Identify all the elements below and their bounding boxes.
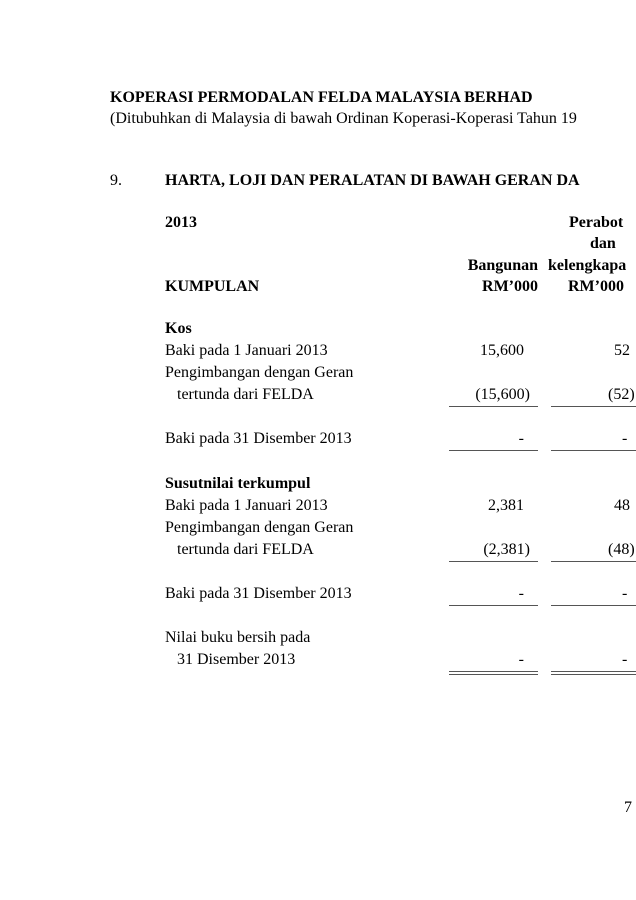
nbv-label-1: Nilai buku bersih pada xyxy=(165,629,311,646)
group-label: KUMPULAN xyxy=(165,278,260,295)
column-unit-perabot: RM’000 xyxy=(568,278,624,295)
column-unit-bangunan: RM’000 xyxy=(482,278,538,295)
cost-offset-label-1: Pengimbangan dengan Geran xyxy=(165,364,354,381)
cost-offset-underline-perabot xyxy=(551,406,636,407)
depreciation-closing-label: Baki pada 31 Disember 2013 xyxy=(165,585,352,602)
cost-closing-underline-perabot xyxy=(551,450,636,451)
column-header-perabot-line1: Perabot xyxy=(569,214,624,231)
nbv-double-underline-bottom-bangunan xyxy=(449,674,538,675)
organization-subtitle: (Ditubuhkan di Malaysia di bawah Ordinan Koperasi-Koperasi Tahun 19 xyxy=(110,110,577,127)
section-title: HARTA, LOJI DAN PERALATAN DI BAWAH GERAN DA xyxy=(165,172,580,189)
nbv-double-underline-bottom-perabot xyxy=(551,674,636,675)
depreciation-closing-underline-perabot xyxy=(551,605,636,606)
depreciation-opening-perabot: 48 xyxy=(614,497,630,514)
page-number: 7 xyxy=(624,799,632,816)
cost-offset-perabot: (52) xyxy=(608,386,635,403)
depreciation-opening-bangunan: 2,381 xyxy=(488,497,524,514)
depreciation-closing-underline-bangunan xyxy=(449,605,538,606)
cost-closing-label: Baki pada 31 Disember 2013 xyxy=(165,430,352,447)
section-number: 9. xyxy=(110,172,122,189)
depreciation-offset-label-1: Pengimbangan dengan Geran xyxy=(165,519,354,536)
organization-name: KOPERASI PERMODALAN FELDA MALAYSIA BERHAD xyxy=(110,89,533,106)
depreciation-offset-bangunan: (2,381) xyxy=(483,541,530,558)
cost-offset-bangunan: (15,600) xyxy=(475,386,530,403)
nbv-value-perabot: - xyxy=(622,651,628,668)
depreciation-heading: Susutnilai terkumpul xyxy=(165,475,311,492)
cost-opening-label: Baki pada 1 Januari 2013 xyxy=(165,342,328,359)
depreciation-offset-perabot: (48) xyxy=(608,541,635,558)
cost-offset-underline-bangunan xyxy=(449,406,538,407)
column-header-bangunan: Bangunan xyxy=(467,257,538,274)
depreciation-opening-label: Baki pada 1 Januari 2013 xyxy=(165,497,328,514)
depreciation-closing-perabot: - xyxy=(622,585,628,602)
cost-heading: Kos xyxy=(165,320,192,337)
nbv-label-2: 31 Disember 2013 xyxy=(177,651,296,668)
depreciation-offset-underline-perabot xyxy=(551,561,636,562)
cost-closing-underline-bangunan xyxy=(449,450,538,451)
nbv-double-underline-top-perabot xyxy=(551,671,636,672)
nbv-value-bangunan: - xyxy=(518,651,524,668)
table-year: 2013 xyxy=(165,214,197,231)
cost-opening-perabot: 52 xyxy=(614,342,630,359)
column-header-perabot-line2: dan xyxy=(590,235,616,252)
depreciation-offset-label-2: tertunda dari FELDA xyxy=(177,541,314,558)
depreciation-closing-bangunan: - xyxy=(518,585,524,602)
nbv-double-underline-top-bangunan xyxy=(449,671,538,672)
depreciation-offset-underline-bangunan xyxy=(449,561,538,562)
cost-offset-label-2: tertunda dari FELDA xyxy=(177,386,314,403)
cost-closing-perabot: - xyxy=(622,430,628,447)
cost-closing-bangunan: - xyxy=(518,430,524,447)
column-header-perabot-line3: kelengkapa xyxy=(548,257,627,274)
cost-opening-bangunan: 15,600 xyxy=(480,342,524,359)
